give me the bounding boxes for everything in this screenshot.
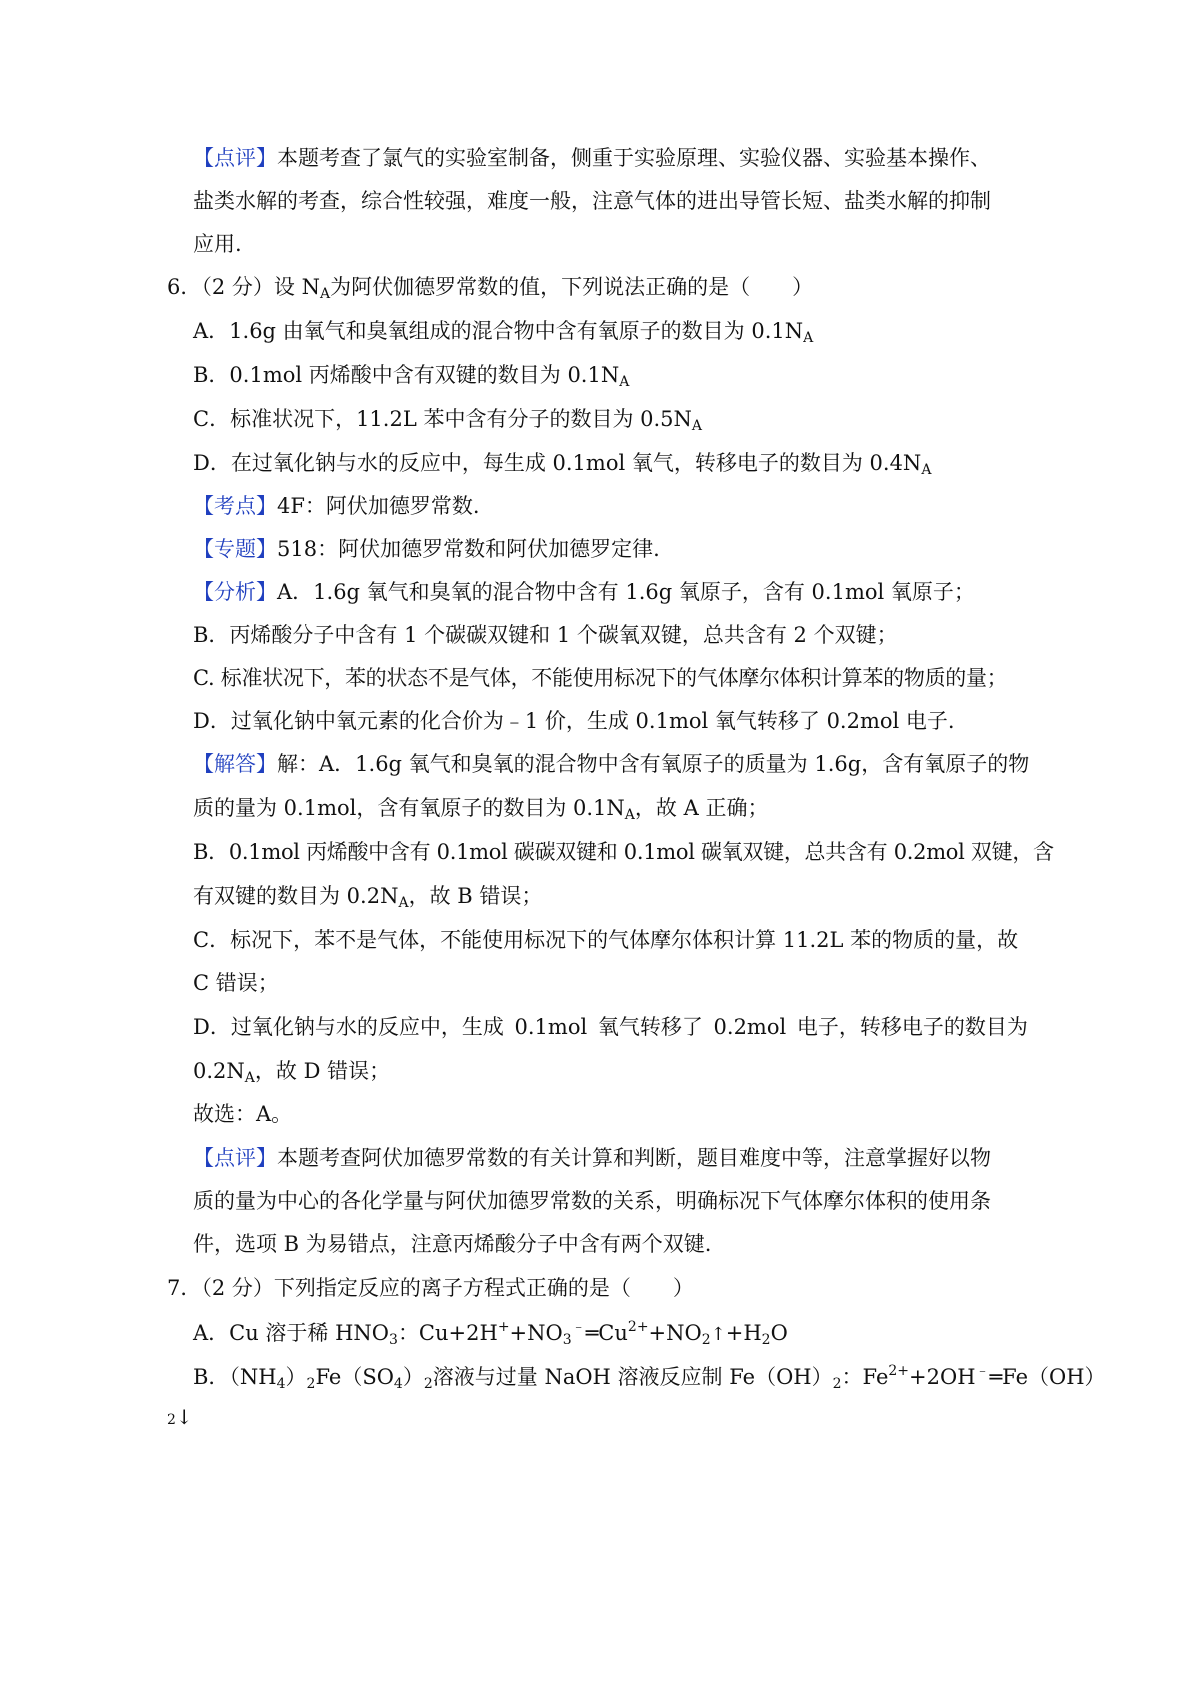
q6-stem-sub: A bbox=[319, 286, 331, 302]
fenxi-tag: 【分析】 bbox=[193, 580, 277, 604]
q7-b-4: ） bbox=[402, 1365, 424, 1389]
q6-zhuanti bbox=[193, 534, 660, 564]
q6-stem-b: 为阿伏伽德罗常数的值，下列说法正确的是（ ） bbox=[330, 275, 814, 299]
q7-b-2: ） bbox=[285, 1365, 307, 1389]
q6-option-c-sub: A bbox=[691, 418, 703, 434]
review-line-2: 盐类水解的考查，综合性较强，难度一般，注意气体的进出导管长短、盐类水解的抑制 bbox=[193, 189, 991, 213]
review-line-1 bbox=[193, 143, 991, 173]
dianping-text-1: 本题考查阿伏加德罗常数的有关计算和判断，题目难度中等，注意掌握好以物 bbox=[277, 1146, 991, 1170]
q6-dianping-1 bbox=[193, 1143, 991, 1173]
q6-fenxi-4: D．过氧化钠中氧元素的化合价为﹣1 价，生成 0.1mol 氧气转移了 0.2mol 电子. bbox=[193, 709, 955, 733]
jieda-text-1: 解：A．1.6g 氧气和臭氧的混合物中含有氧原子的质量为 1.6g，含有氧原子的物 bbox=[277, 752, 1030, 776]
q7-tail-subscript: 2 bbox=[167, 1412, 176, 1428]
q6-option-a-sub: A bbox=[803, 330, 814, 346]
q6-option-a-text: A．1.6g 由氧气和臭氧组成的混合物中含有氧原子的数目为 0.1N bbox=[193, 319, 804, 343]
q6-jieda-3: B．0.1mol 丙烯酸中含有 0.1mol 碳碳双键和 0.1mol 碳氧双键，总共含有 0.2mol 双键，含 bbox=[193, 840, 1054, 864]
q7-a-6: +H bbox=[725, 1321, 762, 1345]
jieda-sub-2: A bbox=[624, 807, 635, 823]
q6-option-d-text: D．在过氧化钠与水的反应中，每生成 0.1mol 氧气，转移电子的数目为 0.4N bbox=[193, 451, 922, 475]
jieda-text-8a: 0.2N bbox=[193, 1059, 245, 1083]
q7-stem: 7．（2 分）下列指定反应的离子方程式正确的是（ ） bbox=[167, 1276, 694, 1300]
review-line-3: 应用. bbox=[193, 232, 242, 256]
q7-a-sub-2: 3 bbox=[562, 1332, 572, 1348]
q7-b-sub-3: 4 bbox=[393, 1376, 403, 1392]
q7-a-4: ═Cu bbox=[585, 1321, 628, 1345]
q7-option-b bbox=[193, 1362, 1106, 1392]
q6-option-b-text: B．0.1mol 丙烯酸中含有双键的数目为 0.1N bbox=[193, 363, 620, 387]
q7-b-sub-2: 2 bbox=[306, 1376, 316, 1392]
jieda-text-4a: 有双键的数目为 0.2N bbox=[193, 884, 399, 908]
q7-b-8: ═Fe（OH） bbox=[989, 1365, 1106, 1389]
q7-a-1: A．Cu 溶于稀 HNO bbox=[193, 1321, 390, 1345]
q6-option-b-sub: A bbox=[619, 374, 630, 390]
q6-kaodian bbox=[193, 491, 480, 521]
q7-b-sub-1: 4 bbox=[276, 1376, 286, 1392]
q6-stem-a: 6．（2 分）设 N bbox=[167, 275, 320, 299]
q7-a-sub-3: 2 bbox=[701, 1332, 711, 1348]
q7-a-5: +NO bbox=[648, 1321, 702, 1345]
q6-jieda-7: D．过氧化钠与水的反应中，生成 0.1mol 氧气转移了 0.2mol 电子，转移电子的数目为 bbox=[193, 1015, 1028, 1039]
q7-b-3: Fe（SO bbox=[315, 1365, 394, 1389]
jieda-sub-8: A bbox=[244, 1070, 255, 1086]
q6-option-d bbox=[193, 448, 931, 478]
kaodian-text: 4F：阿伏加德罗常数. bbox=[277, 494, 480, 518]
q6-jieda-5: C．标况下，苯不是气体，不能使用标况下的气体摩尔体积计算 11.2L 苯的物质的量，故 bbox=[193, 928, 1019, 952]
q6-stem bbox=[167, 272, 813, 302]
q6-fenxi-3: C. 标准状况下，苯的状态不是气体，不能使用标况下的气体摩尔体积计算苯的物质的量； bbox=[193, 666, 1008, 690]
q7-option-b-continued bbox=[167, 1402, 193, 1435]
q6-option-c bbox=[193, 404, 702, 434]
jieda-sub-4: A bbox=[398, 895, 409, 911]
q6-option-a bbox=[193, 316, 813, 346]
q7-b-5: 溶液与过量 NaOH 溶液反应制 Fe（OH） bbox=[432, 1365, 833, 1389]
review-text-1: 本题考查了氯气的实验室制备，侧重于实验原理、实验仪器、实验基本操作、 bbox=[277, 146, 991, 170]
q7-b-sub-4: 2 bbox=[423, 1376, 433, 1392]
q6-jieda-6: C 错误； bbox=[193, 971, 279, 995]
q7-b-7: +2OH bbox=[909, 1365, 976, 1389]
q6-fenxi-2: B．丙烯酸分子中含有 1 个碳碳双键和 1 个碳氧双键，总共含有 2 个双键； bbox=[193, 623, 898, 647]
precipitate-arrow-down-icon: ↓ bbox=[175, 1405, 193, 1429]
dianping-tag: 【点评】 bbox=[193, 1146, 277, 1170]
q7-b-sup-2: ﹣ bbox=[975, 1363, 990, 1379]
q6-jieda-1 bbox=[193, 749, 1029, 779]
gas-arrow-up-icon: ↑ bbox=[710, 1324, 726, 1345]
q7-a-sub-4: 2 bbox=[761, 1332, 771, 1348]
jieda-text-2b: ，故 A 正确； bbox=[634, 796, 769, 820]
kaodian-tag: 【考点】 bbox=[193, 494, 277, 518]
q7-a-sup-2: ﹣ bbox=[571, 1319, 586, 1335]
q7-a-sub-1: 3 bbox=[389, 1332, 398, 1348]
q7-b-sub-5: 2 bbox=[832, 1376, 842, 1392]
q6-fenxi-1 bbox=[193, 577, 975, 607]
q7-option-a bbox=[193, 1318, 788, 1350]
q7-b-sup-1: 2+ bbox=[888, 1363, 910, 1379]
q7-a-sup-3: 2+ bbox=[627, 1319, 649, 1335]
q6-option-d-sub: A bbox=[921, 462, 932, 478]
q7-b-1: B．（NH bbox=[193, 1365, 277, 1389]
fenxi-text-1: A．1.6g 氧气和臭氧的混合物中含有 1.6g 氧原子，含有 0.1mol 氧原子； bbox=[277, 580, 975, 604]
q6-option-b bbox=[193, 360, 629, 390]
q7-a-2: ：Cu+2H bbox=[397, 1321, 498, 1345]
q7-b-6: ：Fe bbox=[841, 1365, 889, 1389]
jieda-text-8b: ，故 D 错误； bbox=[254, 1059, 391, 1083]
jieda-text-4b: ，故 B 错误； bbox=[408, 884, 543, 908]
jieda-tag: 【解答】 bbox=[193, 752, 277, 776]
q6-jieda-8 bbox=[193, 1056, 390, 1086]
jieda-text-2a: 质的量为 0.1mol，含有氧原子的数目为 0.1N bbox=[193, 796, 625, 820]
q6-dianping-3: 件，选项 B 为易错点，注意丙烯酸分子中含有两个双键. bbox=[193, 1232, 712, 1256]
zhuanti-text: 518：阿伏加德罗常数和阿伏加德罗定律. bbox=[277, 537, 660, 561]
q7-a-7: O bbox=[770, 1321, 788, 1345]
q7-a-3: +NO bbox=[509, 1321, 563, 1345]
q6-guxuan: 故选：A。 bbox=[193, 1102, 293, 1126]
q6-jieda-4 bbox=[193, 881, 542, 911]
q6-jieda-2 bbox=[193, 793, 768, 823]
q7-a-sup-1: + bbox=[497, 1319, 510, 1335]
q6-dianping-2: 质的量为中心的各化学量与阿伏加德罗常数的关系，明确标况下气体摩尔体积的使用条 bbox=[193, 1189, 991, 1213]
q6-option-c-text: C．标准状况下，11.2L 苯中含有分子的数目为 0.5N bbox=[193, 407, 692, 431]
zhuanti-tag: 【专题】 bbox=[193, 537, 277, 561]
review-tag: 【点评】 bbox=[193, 146, 277, 170]
